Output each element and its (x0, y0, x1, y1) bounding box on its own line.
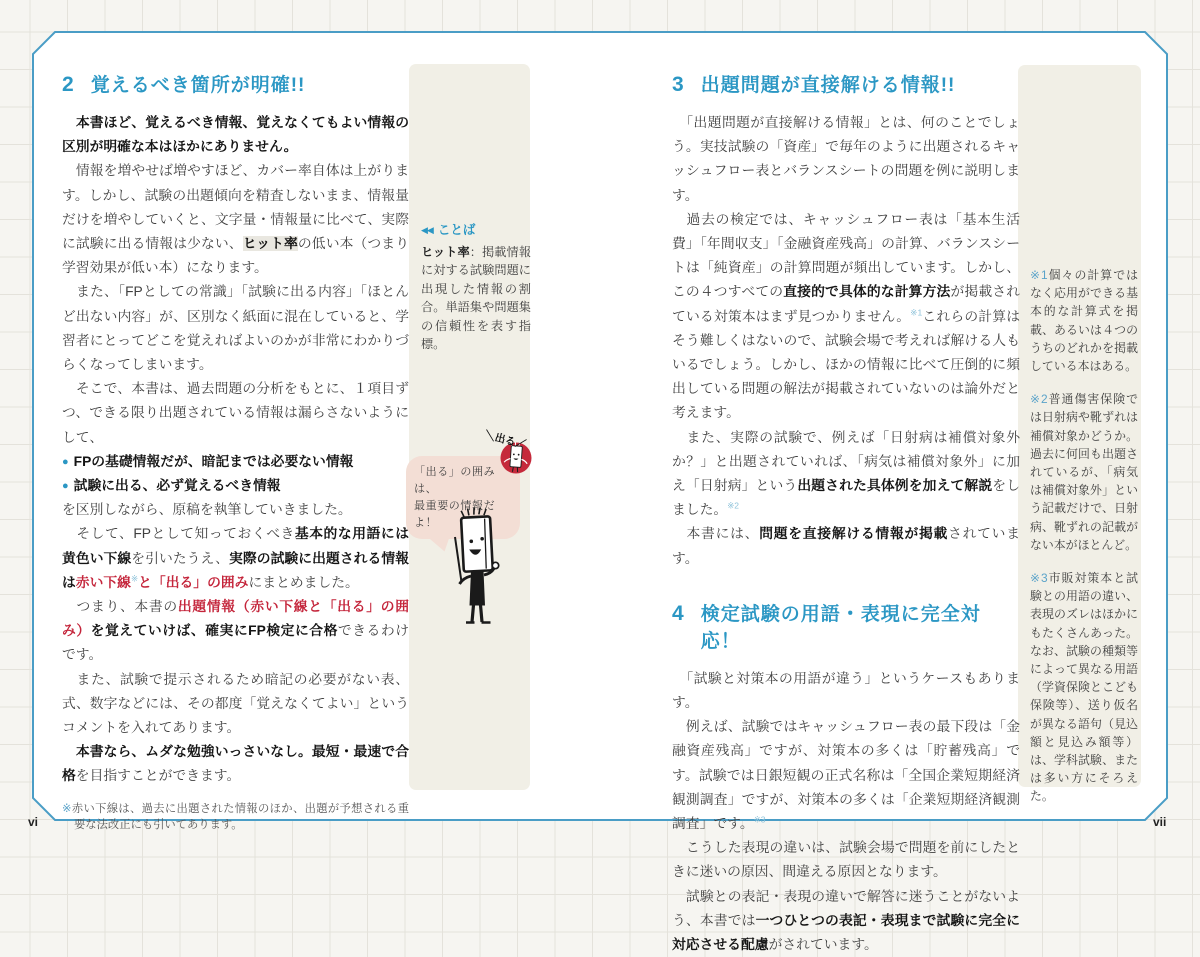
section-4-title: 検定試験の用語・表現に完全対応！ (700, 603, 981, 652)
paragraph: つまり、本書の出題情報（赤い下線と「出る」の囲み）を覚えていけば、確実にFP検定に合格できるわけです。 (62, 599, 410, 663)
paragraph: 試験との表記・表現の違いで解答に迷うことがないよう、本書では一つひとつの表記・表現まで試験に完全に対応させる配慮がされています。 (672, 888, 1020, 953)
paragraph: 本書なら、ムダな勉強いっさいなし。最短・最速で合格を目指すことができます。 (62, 744, 409, 784)
glossary-note (421, 220, 531, 353)
section-3-body (672, 111, 1020, 571)
section-4-body (672, 667, 1020, 957)
section-3-heading (672, 70, 1020, 97)
paragraph: 本書ほど、覚えるべき情報、覚えなくてもよい情報の区別が明確な本はほかにありません。 (62, 115, 409, 155)
left-page-column (62, 70, 409, 834)
double-left-arrow-icon: ◀◀ (421, 225, 433, 235)
glossary-label: ことば (437, 223, 476, 237)
paragraph: そして、FPとして知っておくべき基本的な用語には黄色い下線を引いたうえ、実際の試験に出題される情報は赤い下線※と「出る」の囲みにまとめました。 (62, 526, 410, 590)
right-page-column (672, 70, 1020, 957)
section-4 (672, 599, 1020, 957)
deru-badge-icon (483, 428, 531, 473)
paragraph: また、実際の試験で、例えば「日射病は補償対象外か？」と出題されていれば、「病気は補償対象外」に加え「日射病」という出題された具体例を加えて解説をしました。$^{※2}$ (672, 429, 1021, 518)
glossary-body (421, 243, 531, 353)
paragraph: ※3市販対策本と試験との用語の違い、表現のズレはほかにもたくさんあった。なお、試験の種類等によって異なる用語（学資保険とこども保険等）、送り仮名が異なる語句（見込額と見込み額等）は、学科試験、または多い方にそろえた。 (1030, 571, 1138, 804)
side-notes (1030, 266, 1138, 806)
book-character-icon (455, 507, 499, 623)
paragraph: を区別しながら、原稿を執筆していきました。 (62, 502, 352, 518)
paragraph: 過去の検定では、キャッシュフロー表は「基本生活費」「年間収支」「金融資産残高」の計算、バランスシートは「純資産」の計算問題が頻出しています。しかし、この４つすべての直接的で具体的な計算方法が掲載されている対策本はまず見つかりません。$^{※1}$これらの計算はそう難しくはないので、試験会場で考えれば解ける人もいるでしょう。しかし、ほかの情報に比べて圧倒的に頻出している問題の解法が掲載されていないのは論外だと考えます。 (672, 211, 1021, 421)
paragraph: 情報を増やせば増やすほど、カバー率自体は上がります。しかし、試験の出題傾向を精査しないまま、情報量だけを増やしていくと、文字量・情報量に比べて、実際に試験に出る情報は少ない、ヒット率の低い本（つまり学習効果が低い本）になります。 (62, 163, 410, 276)
paragraph: ※2普通傷害保険では日射病や靴ずれは補償対象かどうか。過去に何回も出題されているが、「病気は補償対象外」という記載だけで、日射病、靴ずれの記載がない本がほとんど。 (1030, 392, 1138, 552)
left-page-body (62, 111, 409, 834)
paragraph: 例えば、試験ではキャッシュフロー表の最下段は「金融資産残高」ですが、対策本の多くは「貯蓄残高」です。試験では日銀短観の正式名称は「全国企業短期経済観測調査」ですが、対策本の多くは「企業短期経済観測調査」です。$^{※3}$ (672, 719, 1020, 832)
paragraph: こうした表現の違いは、試験会場で問題を前にしたときに迷いの原因、間違える原因となります。 (672, 840, 1020, 880)
speech-line-1: 「出る」の囲みは、 (414, 466, 496, 495)
section-3-number: 3 (672, 73, 684, 96)
paragraph: また、試験で提示されるため暗記の必要がない表、式、数字などには、その都度「覚えなくてよい」というコメントを入れてあります。 (62, 671, 409, 736)
paragraph: 「出題問題が直接解ける情報」とは、何のことでしょう。実技試験の「資産」で毎年のように出題されるキャッシュフロー表とバランスシートの問題を例に説明します。 (672, 115, 1020, 203)
paragraph: また、「FPとしての常識」「試験に出る内容」「ほとんど出ない内容」が、区別なく紙面に混在していると、学習者にとってどこを覚えればよいのかが非常にわかりづらくなってしまいます。 (62, 284, 409, 373)
section-4-heading (672, 599, 1020, 653)
section-4-number: 4 (672, 601, 684, 625)
section-3 (672, 70, 1020, 571)
deru-badge-label: ＼出る／ (483, 429, 527, 452)
section-3-title: 出題問題が直接解ける情報!! (700, 75, 956, 96)
section-2-title: 覚えるべき箇所が明確!! (90, 75, 306, 96)
paragraph: ヒット率：掲載情報に対する試験問題に出現した情報の割合。単語集や問題集の信頼性を表す指標。 (421, 245, 532, 352)
paragraph: ※1個々の計算ではなく応用ができる基本的な計算式を掲載、あるいは４つのうちのどれかを掲載している本はある。 (1030, 268, 1138, 374)
paragraph: 「試験と対策本の用語が違う」というケースもあります。 (672, 670, 1020, 711)
page-number-left: vi (28, 815, 39, 829)
paragraph: ● FPの基礎情報だが、暗記までは必要ない情報 (62, 453, 354, 469)
speech-line-2: 最重要の情報だよ！ (414, 500, 496, 529)
paragraph: 本書には、問題を直接解ける情報が掲載されています。 (672, 526, 1021, 566)
paragraph: そこで、本書は、過去問題の分析をもとに、１項目ずつ、できる限り出題されている情報は漏らさないようにして、 (62, 381, 409, 445)
page-number-right: vii (1153, 815, 1167, 829)
paragraph: ※赤い下線は、過去に出題された情報のほか、出題が予想される重要な法改正にも引いてあります。 (62, 802, 409, 832)
section-2-heading (62, 70, 409, 97)
mascot-character (400, 425, 560, 645)
paragraph: ● 試験に出る、必ず覚えるべき情報 (62, 478, 281, 494)
section-2-number: 2 (62, 73, 74, 96)
glossary-label-row (421, 220, 531, 238)
